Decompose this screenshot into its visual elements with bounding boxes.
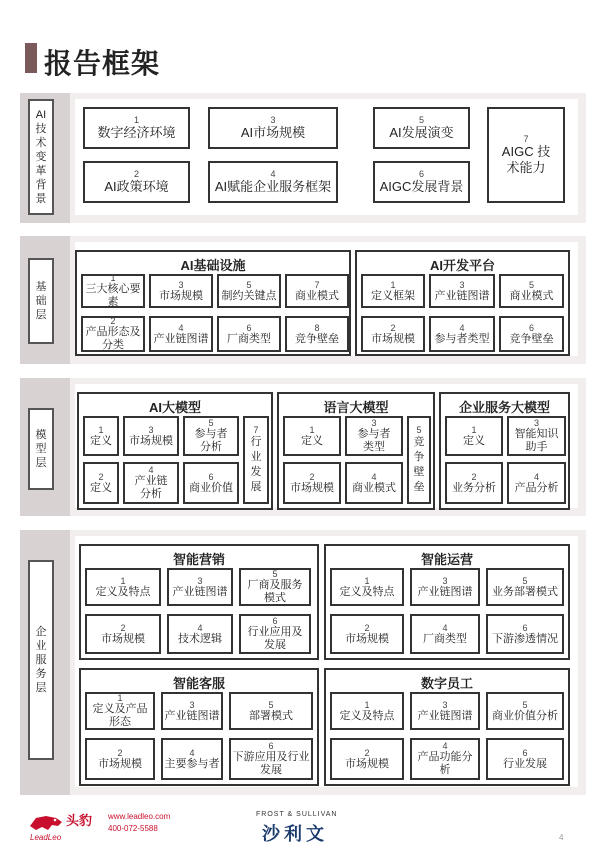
group-ai-infrastructure: AI基础设施 1 三大核心要素 3 市场规模 5 制约关键点 7 商业模式 2 产品形态及分类 4 产业链图谱 6 厂商类型 8 竞争壁垒 — [75, 250, 351, 356]
item-box: 3 产业链图谱 — [161, 692, 223, 730]
contact-info — [108, 811, 170, 835]
item-box: 4 主要参与者 — [161, 738, 223, 780]
item-box: 2 市场规模 — [283, 462, 341, 504]
item-box: 3 产业链图谱 — [167, 568, 233, 606]
item-box: 5 业务部署模式 — [486, 568, 564, 606]
item-box: 3 AI市场规模 — [208, 107, 338, 149]
section-label: 基 础 层 — [28, 258, 54, 344]
item-box: 7 行业发展 — [243, 416, 269, 504]
item-box: 5 制约关键点 — [217, 274, 281, 308]
item-box: 2 市场规模 — [85, 738, 155, 780]
page-title: 报告框架 — [44, 48, 161, 79]
item-box: 3 产业链图谱 — [429, 274, 495, 308]
item-box: 5 商业模式 — [499, 274, 564, 308]
item-box: 4 AI赋能企业服务框架 — [208, 161, 338, 203]
item-box: 5 AI发展演变 — [373, 107, 470, 149]
brand-name: 头豹 — [66, 813, 93, 828]
item-box: 8 竞争壁垒 — [285, 316, 349, 352]
item-box: 4 商业模式 — [345, 462, 403, 504]
item-box: 2 定义 — [83, 462, 119, 504]
title-accent-bar — [25, 43, 37, 73]
item-box: 6 行业应用及发展 — [239, 614, 311, 654]
frost-sullivan-logo: 沙利文 — [262, 824, 328, 844]
item-box: 6 厂商类型 — [217, 316, 281, 352]
item-box: 6 AIGC发展背景 — [373, 161, 470, 203]
item-box: 3 参与者类型 — [345, 416, 403, 456]
phone-number: 400-072-5588 — [108, 824, 158, 833]
group-ai-large-model: AI大模型 1 定义 3 市场规模 5 参与者分析 7 行业发展 2 定义 4 产业链分析 6 商业价值 — [77, 392, 273, 510]
item-box: 5 参与者分析 — [183, 416, 239, 456]
section-label: 模 型 层 — [28, 408, 54, 490]
item-box: 3 市场规模 — [149, 274, 213, 308]
item-box: 3 产业链图谱 — [410, 692, 480, 730]
page-number: 4 — [559, 833, 564, 842]
item-box: 1 数字经济环境 — [83, 107, 190, 149]
item-box: 4 参与者类型 — [429, 316, 495, 352]
item-box: 2 AI政策环境 — [83, 161, 190, 203]
item-box: 1 定义 — [445, 416, 503, 456]
item-box: 1 三大核心要素 — [81, 274, 145, 308]
item-box: 2 市场规模 — [330, 738, 404, 780]
item-box: 7 AIGC 技术能力 — [487, 107, 565, 203]
frost-sullivan-en: FROST & SULLIVAN — [256, 811, 338, 818]
section-infrastructure-layer — [20, 236, 586, 364]
item-box: 1 定义 — [83, 416, 119, 456]
brand-sub: LeadLeo — [30, 833, 62, 842]
item-box: 4 产品功能分析 — [410, 738, 480, 780]
group-smart-marketing: 智能营销 1 定义及特点 3 产业链图谱 5 厂商及服务模式 2 市场规模 4 技术逻辑 6 行业应用及发展 — [79, 544, 319, 660]
item-box: 4 厂商类型 — [410, 614, 480, 654]
section-model-layer — [20, 378, 586, 516]
item-box: 2 市场规模 — [330, 614, 404, 654]
item-box: 2 市场规模 — [85, 614, 161, 654]
item-box: 6 下游应用及行业发展 — [229, 738, 313, 780]
leopard-logo-icon — [28, 810, 64, 834]
item-box: 1 定义及特点 — [330, 692, 404, 730]
group-digital-employee: 数字员工 1 定义及特点 3 产业链图谱 5 商业价值分析 2 市场规模 4 产品功能分析 6 行业发展 — [324, 668, 570, 786]
item-box: 2 产品形态及分类 — [81, 316, 145, 352]
section-label: 企 业 服 务 层 — [28, 560, 54, 760]
group-ai-dev-platform: AI开发平台 1 定义框架 3 产业链图谱 5 商业模式 2 市场规模 4 参与者类型 6 竞争壁垒 — [355, 250, 570, 356]
item-box: 1 定义及特点 — [85, 568, 161, 606]
item-box: 3 产业链图谱 — [410, 568, 480, 606]
item-box: 3 智能知识助手 — [507, 416, 566, 456]
item-box: 6 行业发展 — [486, 738, 564, 780]
group-smart-operation: 智能运营 1 定义及特点 3 产业链图谱 5 业务部署模式 2 市场规模 4 厂商类型 6 下游渗透情况 — [324, 544, 570, 660]
section-enterprise-service-layer — [20, 530, 586, 795]
item-box: 2 业务分析 — [445, 462, 503, 504]
group-smart-customer-service: 智能客服 1 定义及产品形态 3 产业链图谱 5 部署模式 2 市场规模 4 主要参与者 6 下游应用及行业发展 — [79, 668, 319, 786]
item-box: 5 厂商及服务模式 — [239, 568, 311, 606]
item-box: 5 竞争壁垒 — [407, 416, 431, 504]
item-box: 1 定义及产品形态 — [85, 692, 155, 730]
item-box: 4 技术逻辑 — [167, 614, 233, 654]
item-box: 4 产品分析 — [507, 462, 566, 504]
item-box: 1 定义及特点 — [330, 568, 404, 606]
item-box: 4 产业链分析 — [123, 462, 179, 504]
item-box: 5 部署模式 — [229, 692, 313, 730]
item-box: 6 下游渗透情况 — [486, 614, 564, 654]
item-box: 1 定义框架 — [361, 274, 425, 308]
section-ai-background — [20, 93, 586, 223]
item-box: 3 市场规模 — [123, 416, 179, 456]
group-language-model: 语言大模型 1 定义 3 参与者类型 5 竞争壁垒 2 市场规模 4 商业模式 — [277, 392, 435, 510]
group-enterprise-model: 企业服务大模型 1 定义 3 智能知识助手 2 业务分析 4 产品分析 — [439, 392, 570, 510]
item-box: 6 竞争壁垒 — [499, 316, 564, 352]
item-box: 1 定义 — [283, 416, 341, 456]
item-box: 4 产业链图谱 — [149, 316, 213, 352]
item-box: 2 市场规模 — [361, 316, 425, 352]
website-link[interactable]: www.leadleo.com — [108, 812, 171, 821]
item-box: 6 商业价值 — [183, 462, 239, 504]
item-box: 7 商业模式 — [285, 274, 349, 308]
item-box: 5 商业价值分析 — [486, 692, 564, 730]
section-label: AI 技 术 变 革 背 景 — [28, 99, 54, 215]
